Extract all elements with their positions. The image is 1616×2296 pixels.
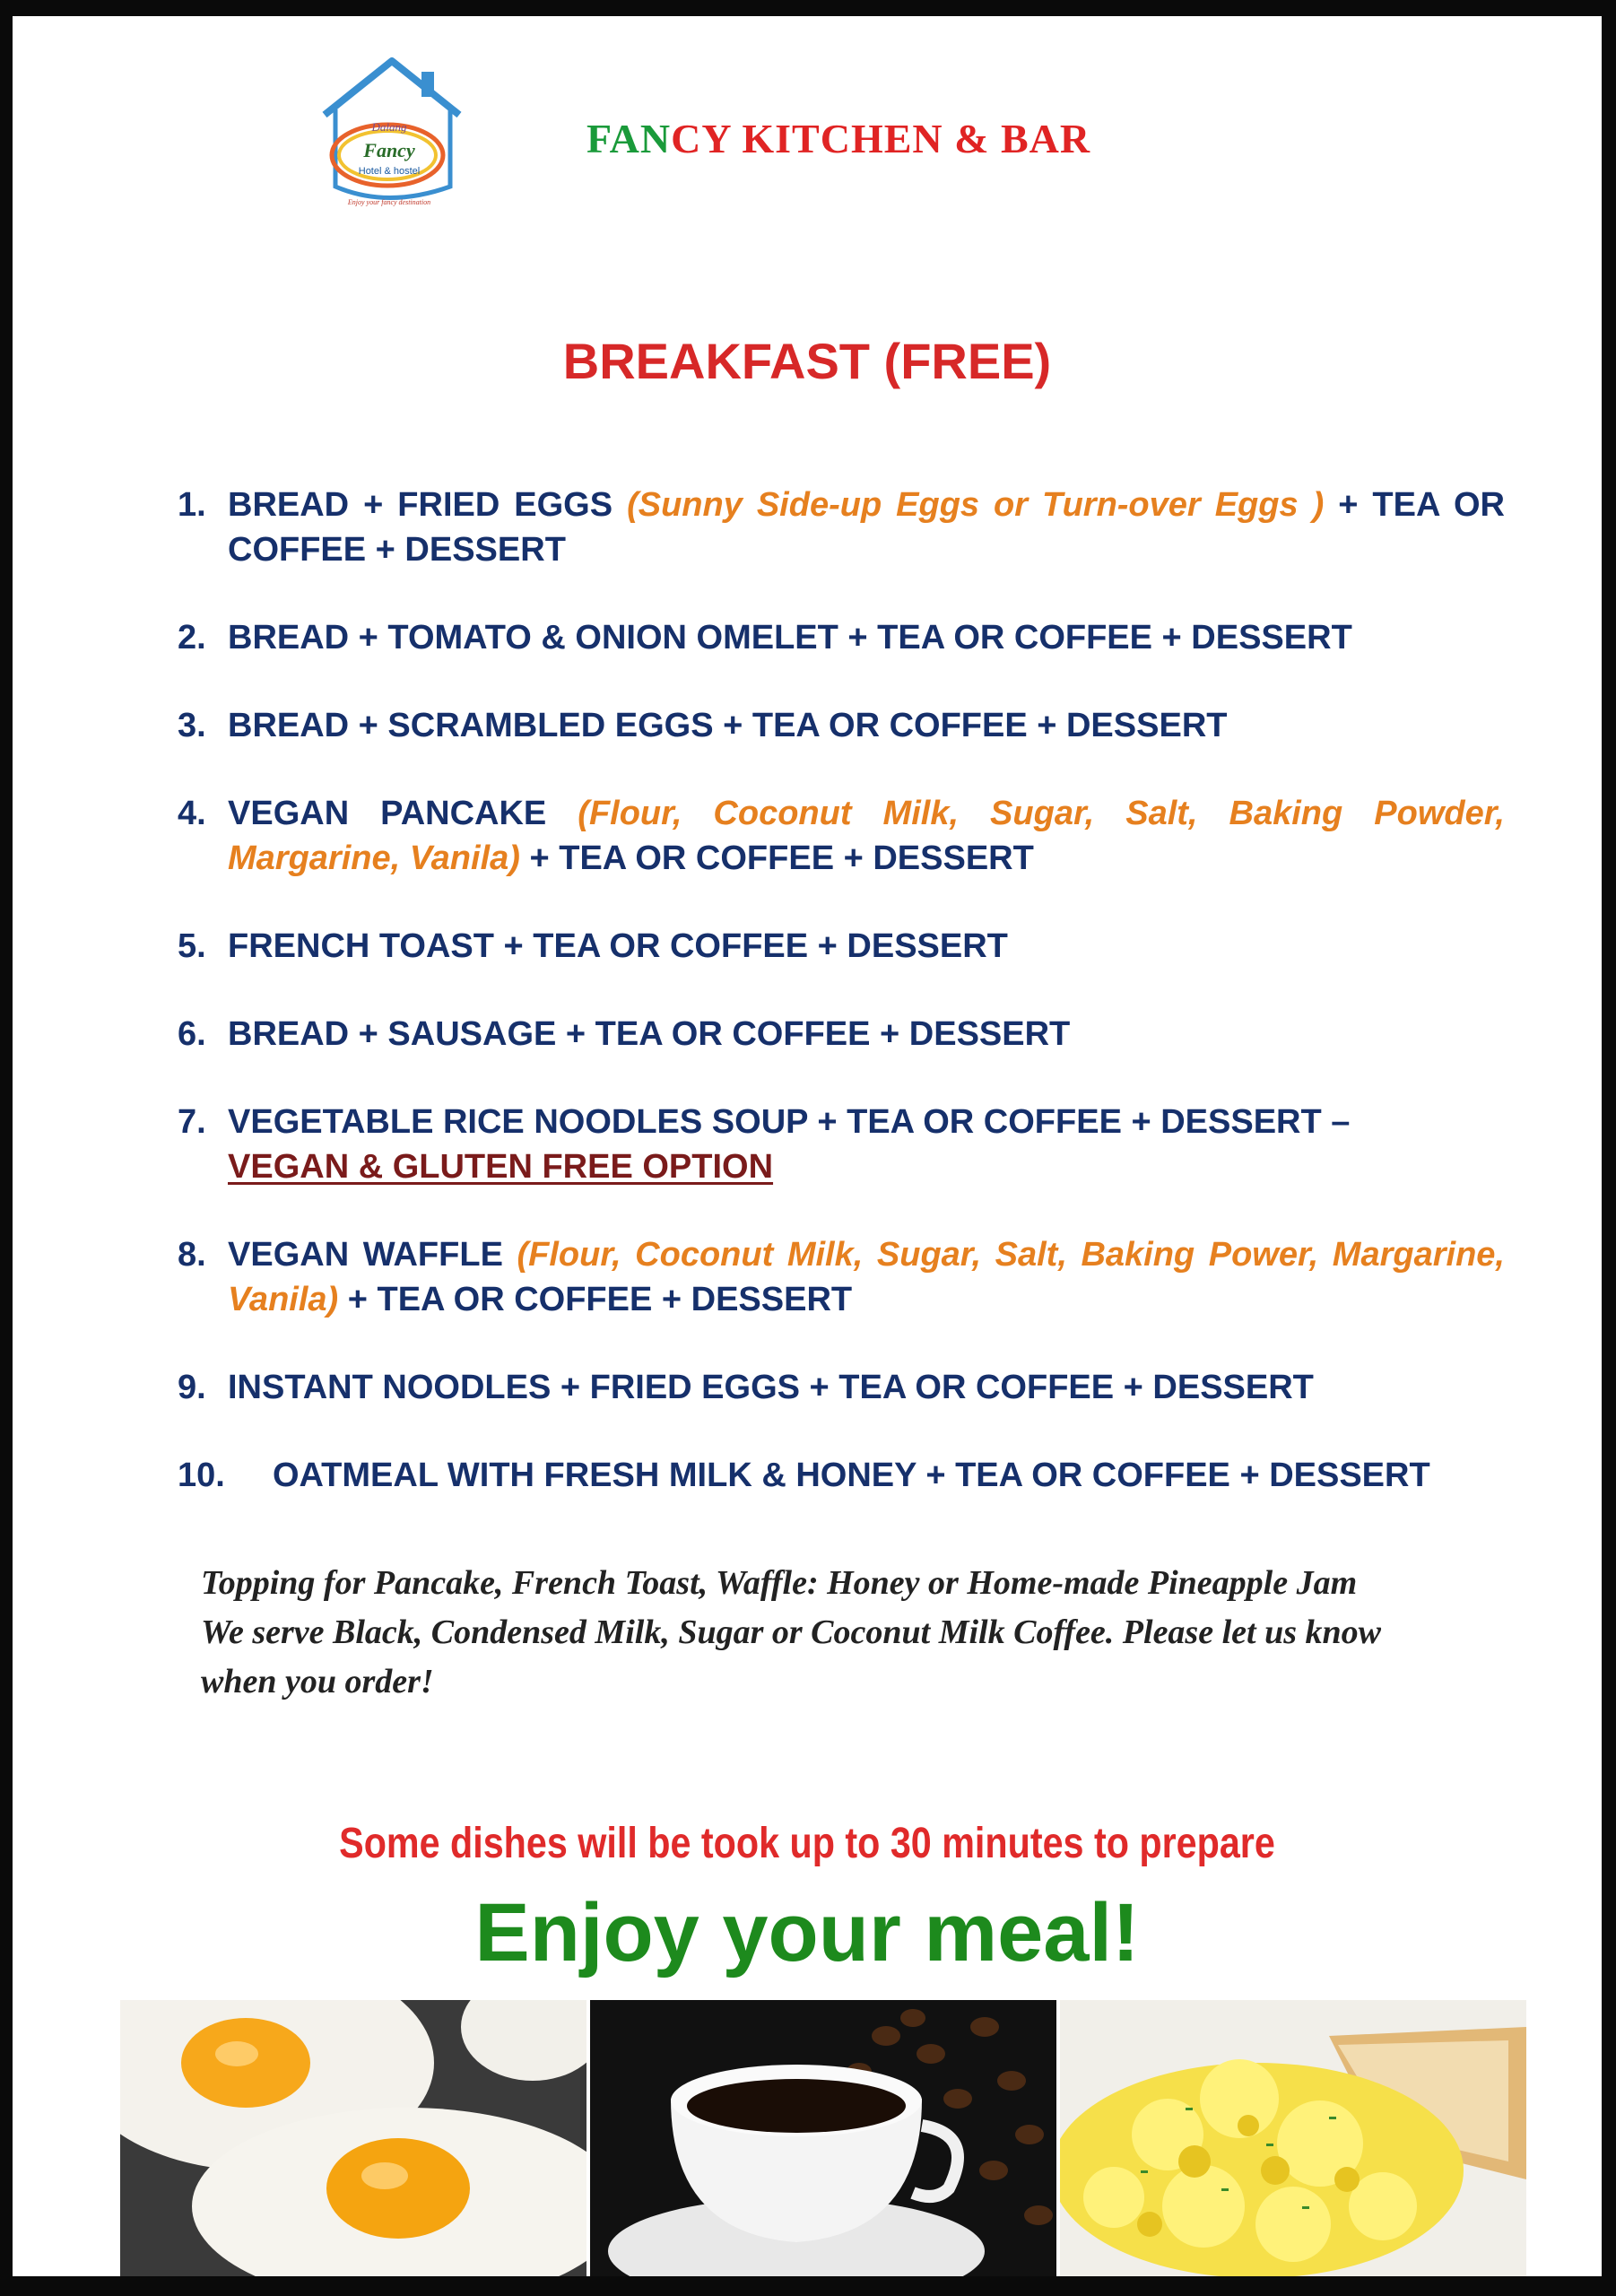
logo-top-text: Dalang — [371, 120, 407, 134]
menu-item-8 — [178, 1232, 1505, 1322]
item-tail: + TEA OR COFFEE + DESSERT — [228, 486, 1506, 569]
brand-part-red: CY KITCHEN & BAR — [671, 116, 1091, 161]
item-main: INSTANT NOODLES + FRIED EGGS + TEA OR COFFEE + DESSERT — [228, 1369, 1314, 1406]
item-text — [228, 1232, 1505, 1322]
item-number: 8. — [178, 1236, 206, 1274]
item-text — [228, 1100, 1350, 1189]
item-tail: + TEA OR COFFEE + DESSERT — [338, 1281, 853, 1318]
item-number: 4. — [178, 795, 206, 832]
item-note: (Flour, Coconut Milk, Sugar, Salt, Baking Powder, Margarine, Vanila) — [228, 795, 1505, 877]
coffee-note: We serve Black, Condensed Milk, Sugar or Coconut Milk Coffee. Please let us know when you order! — [201, 1613, 1381, 1700]
logo-sub: Hotel & hostel — [358, 166, 421, 177]
item-note: (Flour, Coconut Milk, Sugar, Salt, Baking Power, Margarine, Vanila) — [228, 1236, 1505, 1318]
item-main: BREAD + FRIED EGGS — [228, 486, 628, 524]
enjoy-message: Enjoy your meal! — [474, 1887, 1140, 1979]
item-note: (Sunny Side-up Eggs or Turn-over Eggs ) — [627, 486, 1325, 524]
page-title: BREAKFAST (FREE) — [562, 333, 1052, 389]
food-photos — [120, 2000, 1526, 2276]
item-text — [228, 791, 1505, 881]
item-number: 10. — [178, 1457, 225, 1494]
fried-eggs-photo — [120, 2000, 590, 2276]
brand-part-green: FAN — [586, 116, 672, 161]
item-main: BREAD + SAUSAGE + TEA OR COFFEE + DESSERT — [228, 1015, 1071, 1053]
item-number: 2. — [178, 619, 206, 657]
brand-name — [586, 115, 1090, 162]
menu-item-6 — [178, 1012, 1505, 1057]
fancy-hotel-logo — [307, 52, 468, 213]
coffee-photo — [590, 2000, 1060, 2276]
item-number: 3. — [178, 707, 206, 744]
item-number: 5. — [178, 927, 206, 965]
menu-item-3 — [178, 703, 1505, 748]
breakfast-menu-list — [178, 483, 1505, 1541]
item-main: VEGAN WAFFLE — [228, 1236, 517, 1274]
vegan-gluten-free-option: VEGAN & GLUTEN FREE OPTION — [228, 1148, 774, 1186]
menu-item-9 — [178, 1365, 1505, 1410]
menu-page — [13, 16, 1602, 2276]
item-number: 9. — [178, 1369, 206, 1406]
item-number: 7. — [178, 1103, 206, 1141]
menu-item-4 — [178, 791, 1505, 881]
item-main: VEGAN PANCAKE — [228, 795, 578, 832]
menu-item-5 — [178, 924, 1505, 969]
topping-note: Topping for Pancake, French Toast, Waffle: Honey or Home-made Pineapple Jam — [201, 1564, 1358, 1602]
menu-item-10 — [178, 1453, 1505, 1498]
item-main: BREAD + TOMATO & ONION OMELET + TEA OR COFFEE + DESSERT — [228, 619, 1352, 657]
menu-item-7 — [178, 1100, 1505, 1189]
menu-notes — [201, 1559, 1438, 1707]
logo-name: Fancy — [363, 139, 415, 161]
menu-item-2 — [178, 615, 1505, 660]
menu-item-1 — [178, 483, 1505, 572]
item-tail: + TEA OR COFFEE + DESSERT — [519, 839, 1034, 877]
item-number: 1. — [178, 486, 206, 524]
logo-tagline: Enjoy your fancy destination — [347, 198, 431, 206]
item-main: BREAD + SCRAMBLED EGGS + TEA OR COFFEE + DESSERT — [228, 707, 1228, 744]
item-main: OATMEAL WITH FRESH MILK & HONEY + TEA OR COFFEE + DESSERT — [273, 1457, 1430, 1494]
item-main: FRENCH TOAST + TEA OR COFFEE + DESSERT — [228, 927, 1008, 965]
scrambled-eggs-photo — [1060, 2000, 1526, 2276]
item-main: VEGETABLE RICE NOODLES SOUP + TEA OR COFFEE + DESSERT – — [228, 1103, 1351, 1141]
item-number: 6. — [178, 1015, 206, 1053]
item-text — [228, 483, 1505, 572]
preparation-warning: Some dishes will be took up to 30 minutes to prepare — [339, 1820, 1275, 1867]
